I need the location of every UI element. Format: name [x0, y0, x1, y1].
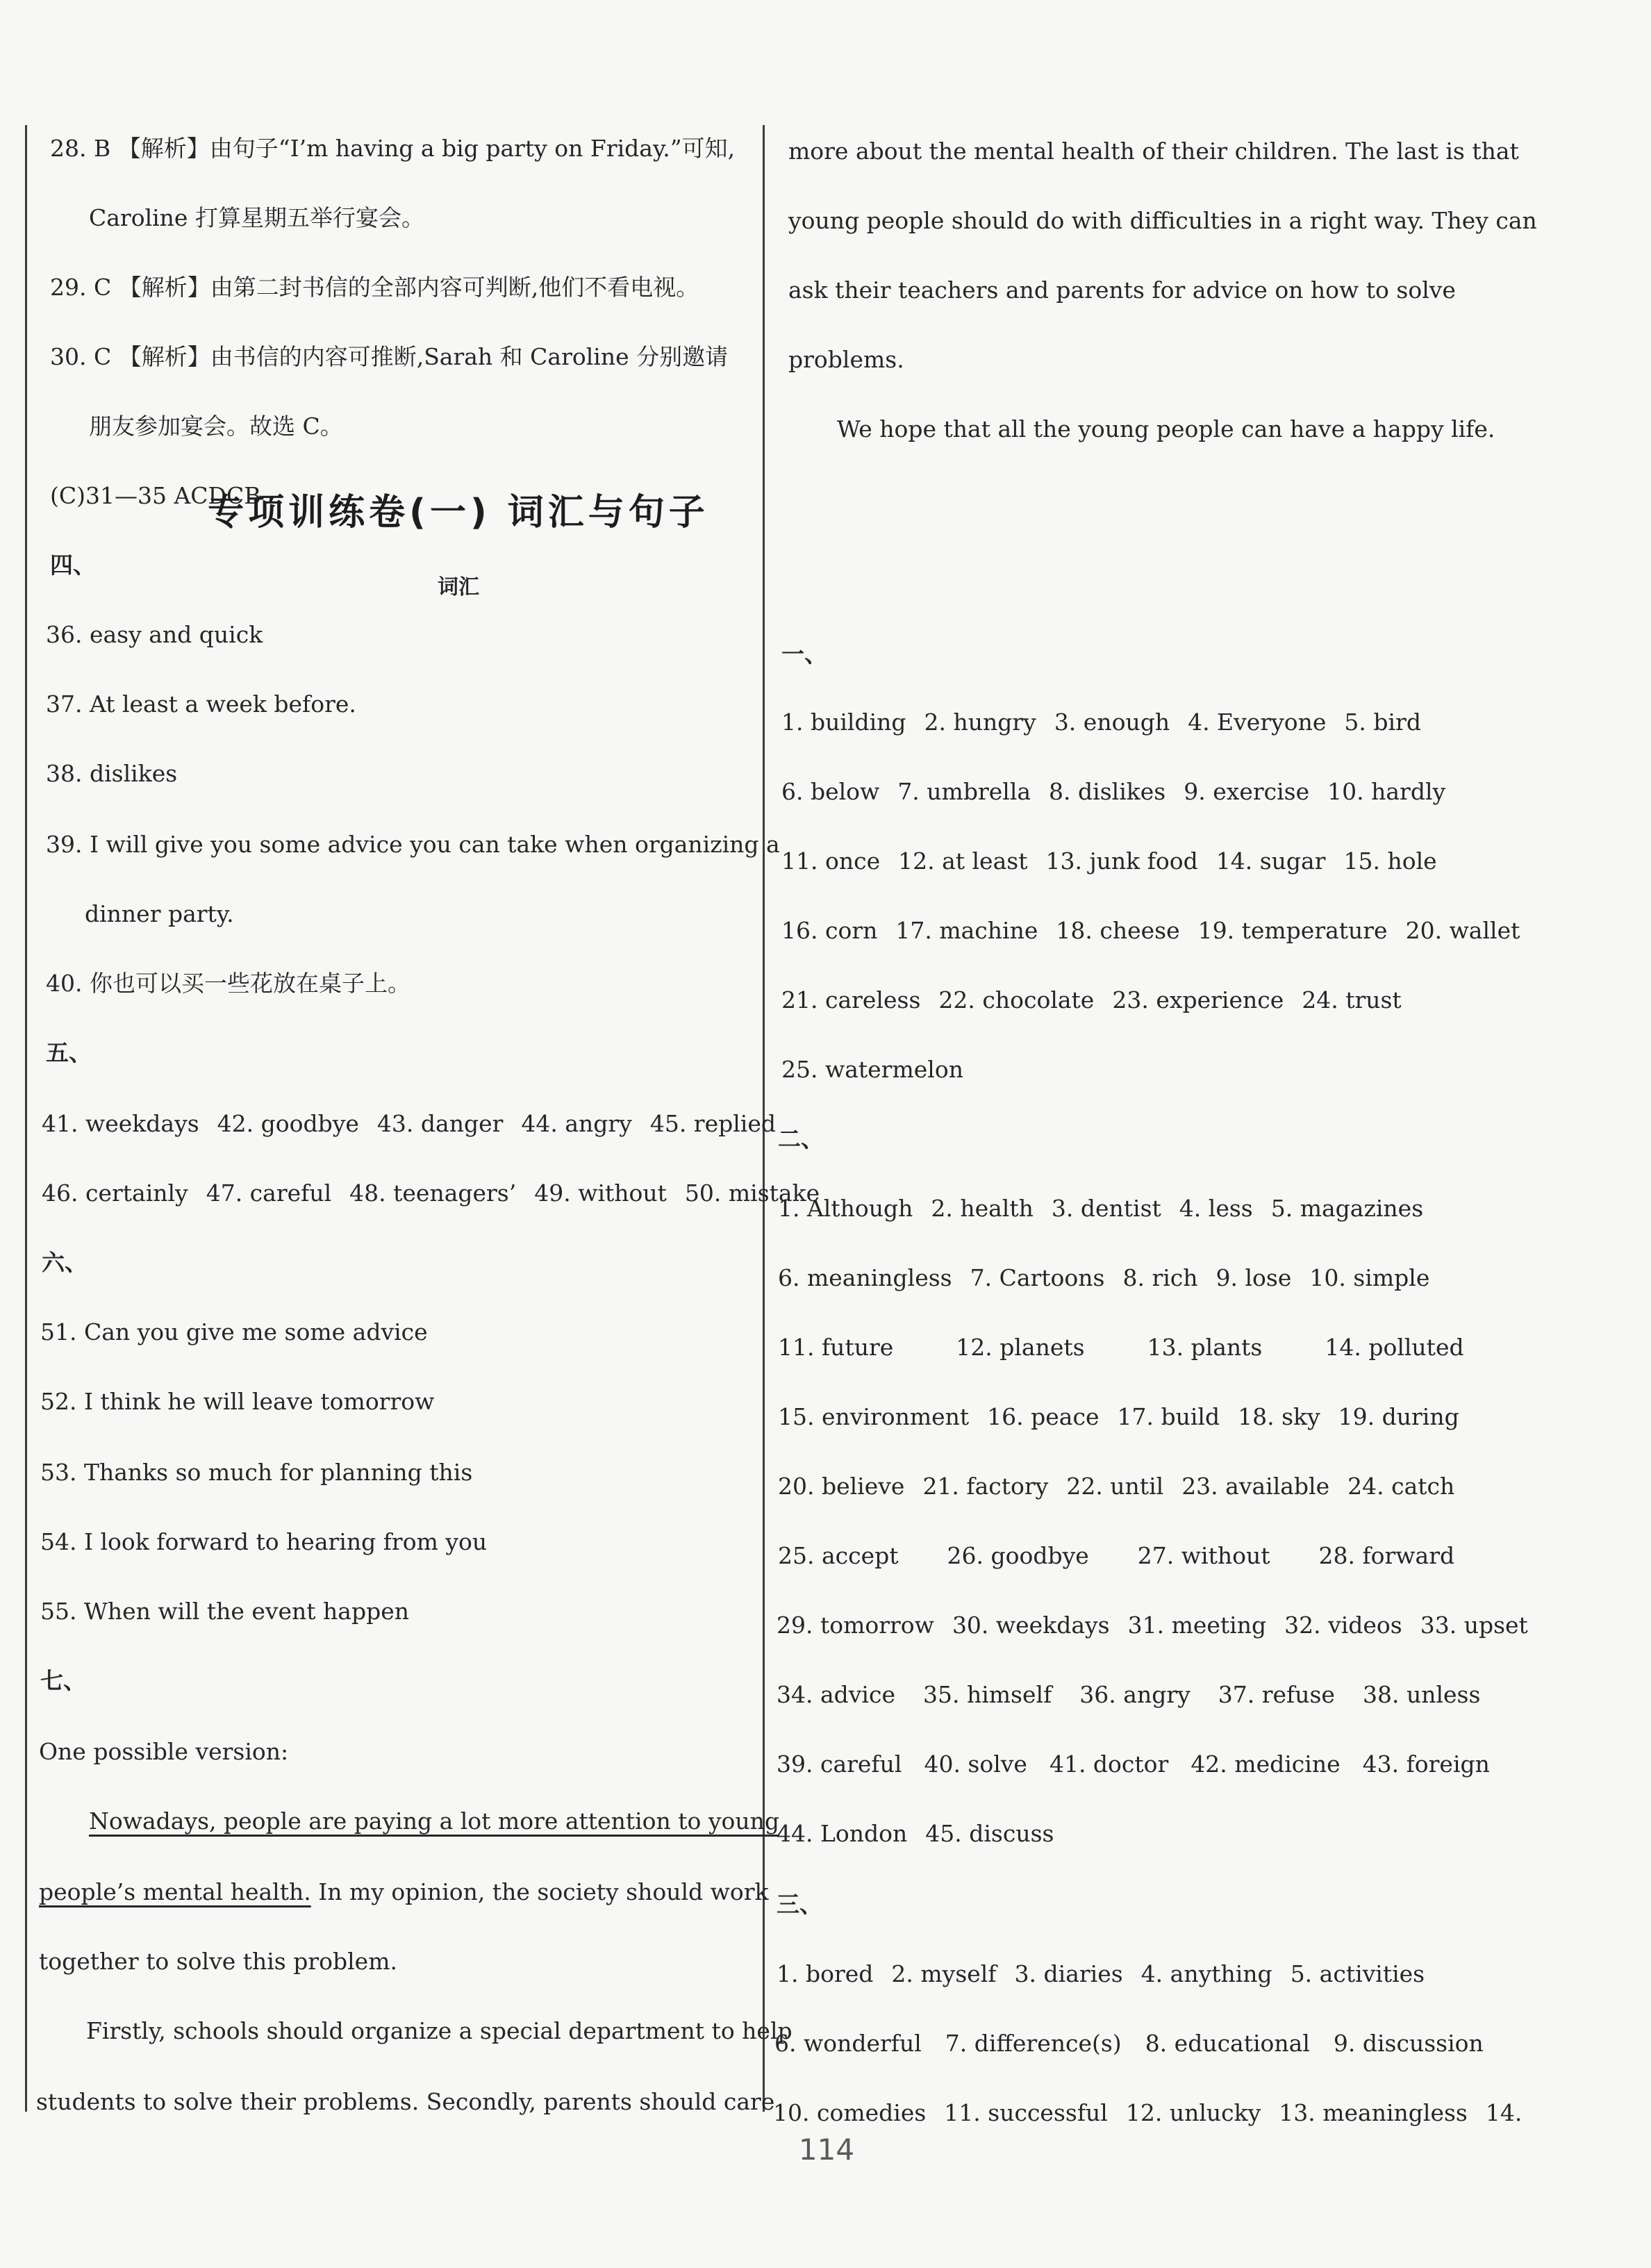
p2-26: 26. goodbye — [947, 1542, 1089, 1569]
vocab-18: 18. cheese — [1056, 917, 1180, 944]
answer-49: 49. without — [534, 1179, 667, 1207]
p2-43: 43. foreign — [1362, 1750, 1490, 1778]
p2-16: 16. peace — [987, 1403, 1100, 1430]
p2-35: 35. himself — [922, 1681, 1052, 1708]
essay-line-4: Firstly, schools should organize a special department to help — [86, 2017, 793, 2044]
answer-55: 55. When will the event happen — [40, 1598, 410, 1625]
left-margin-rule — [25, 125, 27, 2112]
essay-line-1 — [89, 1806, 779, 1837]
p2-34: 34. advice — [777, 1681, 895, 1708]
p3-4: 4. anything — [1140, 1960, 1272, 1987]
p2-20: 20. believe — [778, 1473, 905, 1500]
p2-40: 40. solve — [924, 1750, 1027, 1778]
essay-line-5: students to solve their problems. Secondly, parents should care — [36, 2088, 775, 2115]
answer-42: 42. goodbye — [217, 1110, 359, 1137]
answer-28-cont: Caroline 打算星期五举行宴会。 — [89, 204, 424, 231]
p2-24: 24. catch — [1347, 1473, 1455, 1500]
section-6-heading: 六、 — [42, 1249, 88, 1276]
answer-52: 52. I think he will leave tomorrow — [40, 1388, 435, 1415]
p3-13: 13. meaningless — [1279, 2099, 1468, 2126]
section-title: 专项训练卷(一) 词汇与句子 — [208, 492, 709, 533]
part2-row-8 — [777, 1680, 1480, 1710]
p2-42: 42. medicine — [1190, 1750, 1341, 1778]
section-5-heading: 五、 — [46, 1039, 92, 1066]
answer-39-cont: dinner party. — [85, 900, 234, 927]
answers-46-50 — [42, 1178, 820, 1209]
p3-10: 10. comedies — [773, 2099, 927, 2126]
p2-21: 21. factory — [922, 1473, 1049, 1500]
part2-row-7 — [777, 1610, 1528, 1641]
page-number: 114 — [798, 2133, 855, 2167]
p2-31: 31. meeting — [1127, 1612, 1267, 1639]
vocab-23: 23. experience — [1112, 986, 1284, 1013]
p3-7: 7. difference(s) — [945, 2030, 1122, 2057]
essay-line-3: together to solve this problem. — [39, 1948, 397, 1975]
part3-row-1 — [777, 1959, 1425, 1989]
part2-row-4 — [778, 1402, 1459, 1432]
vocab-7: 7. umbrella — [897, 778, 1031, 805]
p3-9: 9. discussion — [1333, 2030, 1484, 2057]
p2-8: 8. rich — [1122, 1264, 1198, 1291]
p2-11: 11. future — [778, 1334, 894, 1361]
p2-36: 36. angry — [1079, 1681, 1190, 1708]
p3-1: 1. bored — [777, 1960, 874, 1987]
answer-51: 51. Can you give me some advice — [40, 1318, 428, 1346]
p3-5: 5. activities — [1290, 1960, 1425, 1987]
vocab-row-1 — [781, 707, 1421, 738]
vocab-row-4 — [781, 916, 1520, 946]
answer-37: 37. At least a week before. — [46, 690, 356, 718]
p2-5: 5. magazines — [1270, 1195, 1424, 1222]
p2-4: 4. less — [1179, 1195, 1253, 1222]
p2-28: 28. forward — [1318, 1542, 1455, 1569]
section-subtitle: 词汇 — [438, 575, 479, 599]
vocab-3: 3. enough — [1054, 709, 1170, 736]
essay-underlined-2: people’s mental health. — [39, 1878, 311, 1905]
answer-28: 28. B 【解析】由句子“I’m having a big party on Friday.”可知, — [50, 135, 736, 162]
answer-29: 29. C 【解析】由第二封书信的全部内容可判断,他们不看电视。 — [50, 274, 699, 301]
answers-41-45 — [42, 1109, 776, 1139]
p3-11: 11. successful — [944, 2099, 1108, 2126]
answer-30: 30. C 【解析】由书信的内容可推断,Sarah 和 Caroline 分别邀请 — [50, 343, 729, 370]
part2-row-10 — [777, 1819, 1054, 1849]
essay-line-6: more about the mental health of their children. The last is that — [788, 138, 1519, 165]
p2-44: 44. London — [777, 1820, 908, 1847]
answer-40: 40. 你也可以买一些花放在桌子上。 — [46, 970, 410, 997]
section-4-heading: 四、 — [50, 552, 96, 579]
vocab-row-3 — [781, 846, 1437, 877]
p2-3: 3. dentist — [1051, 1195, 1161, 1222]
vocab-13: 13. junk food — [1045, 847, 1198, 875]
answer-38: 38. dislikes — [46, 760, 178, 787]
vocab-10: 10. hardly — [1327, 778, 1446, 805]
vocab-row-5 — [781, 985, 1402, 1016]
essay-line-2-rest: In my opinion, the society should work — [318, 1878, 769, 1905]
p3-3: 3. diaries — [1014, 1960, 1123, 1987]
part-2-heading: 二、 — [778, 1125, 824, 1152]
p2-33: 33. upset — [1420, 1612, 1528, 1639]
essay-line-10: We hope that all the young people can have a happy life. — [837, 415, 1495, 442]
answer-41: 41. weekdays — [42, 1110, 199, 1137]
vocab-4: 4. Everyone — [1188, 709, 1327, 736]
answer-50: 50. mistake — [684, 1179, 820, 1207]
part-3-heading: 三、 — [777, 1891, 822, 1918]
p2-32: 32. videos — [1284, 1612, 1402, 1639]
vocab-15: 15. hole — [1343, 847, 1437, 875]
vocab-row-2 — [781, 777, 1445, 807]
p2-38: 38. unless — [1362, 1681, 1481, 1708]
p2-10: 10. simple — [1309, 1264, 1430, 1291]
part3-row-2 — [774, 2028, 1484, 2059]
answer-43: 43. danger — [376, 1110, 504, 1137]
p2-19: 19. during — [1338, 1403, 1459, 1430]
p2-22: 22. until — [1066, 1473, 1164, 1500]
vocab-24: 24. trust — [1302, 986, 1402, 1013]
vocab-11: 11. once — [781, 847, 881, 875]
p2-2: 2. health — [931, 1195, 1034, 1222]
vocab-9: 9. exercise — [1184, 778, 1310, 805]
vocab-25: 25. watermelon — [781, 1056, 963, 1083]
essay-underlined-1: Nowadays, people are paying a lot more attention to young — [89, 1807, 780, 1835]
answer-54: 54. I look forward to hearing from you — [40, 1528, 488, 1555]
p2-29: 29. tomorrow — [777, 1612, 934, 1639]
vocab-22: 22. chocolate — [938, 986, 1095, 1013]
p3-14: 14. — [1485, 2099, 1523, 2126]
answer-53: 53. Thanks so much for planning this — [40, 1459, 473, 1486]
vocab-14: 14. sugar — [1216, 847, 1326, 875]
p3-6: 6. wonderful — [774, 2030, 922, 2057]
vocab-5: 5. bird — [1344, 709, 1421, 736]
p2-39: 39. careful — [777, 1750, 902, 1778]
p2-15: 15. environment — [778, 1403, 970, 1430]
part2-row-5 — [778, 1471, 1454, 1502]
p2-17: 17. build — [1117, 1403, 1220, 1430]
vocab-2: 2. hungry — [924, 709, 1036, 736]
p2-12: 12. planets — [956, 1334, 1085, 1361]
p3-2: 2. myself — [891, 1960, 997, 1987]
essay-line-8: ask their teachers and parents for advice on how to solve — [788, 276, 1456, 304]
answer-46: 46. certainly — [42, 1179, 188, 1207]
p2-30: 30. weekdays — [952, 1612, 1110, 1639]
vocab-21: 21. careless — [781, 986, 921, 1013]
answer-45: 45. replied — [649, 1110, 776, 1137]
p2-23: 23. available — [1181, 1473, 1330, 1500]
p2-45: 45. discuss — [925, 1820, 1054, 1847]
p2-27: 27. without — [1137, 1542, 1270, 1569]
p2-6: 6. meaningless — [778, 1264, 952, 1291]
p2-7: 7. Cartoons — [970, 1264, 1105, 1291]
answer-30-cont: 朋友参加宴会。故选 C。 — [89, 413, 343, 440]
vocab-8: 8. dislikes — [1049, 778, 1166, 805]
p3-8: 8. educational — [1145, 2030, 1310, 2057]
essay-line-2 — [39, 1877, 769, 1907]
part2-row-3 — [778, 1332, 1464, 1363]
p2-18: 18. sky — [1238, 1403, 1320, 1430]
section-7-heading: 七、 — [40, 1667, 86, 1694]
answer-36: 36. easy and quick — [46, 621, 263, 648]
part-1-heading: 一、 — [781, 640, 827, 668]
p2-14: 14. polluted — [1325, 1334, 1464, 1361]
answer-39: 39. I will give you some advice you can take when organizing a — [46, 831, 780, 858]
answer-48: 48. teenagers’ — [349, 1179, 517, 1207]
vocab-16: 16. corn — [781, 917, 878, 944]
p3-12: 12. unlucky — [1125, 2099, 1261, 2126]
vocab-20: 20. wallet — [1405, 917, 1520, 944]
p2-37: 37. refuse — [1218, 1681, 1335, 1708]
vocab-19: 19. temperature — [1197, 917, 1388, 944]
p2-41: 41. doctor — [1049, 1750, 1169, 1778]
part2-row-2 — [778, 1263, 1429, 1293]
p2-9: 9. lose — [1216, 1264, 1292, 1291]
part2-row-1 — [778, 1193, 1423, 1224]
vocab-12: 12. at least — [898, 847, 1028, 875]
part3-row-3 — [773, 2098, 1522, 2128]
vocab-6: 6. below — [781, 778, 880, 805]
p2-13: 13. plants — [1147, 1334, 1263, 1361]
p2-25: 25. accept — [778, 1542, 899, 1569]
vocab-1: 1. building — [781, 709, 906, 736]
answer-44: 44. angry — [521, 1110, 632, 1137]
answer-31-35: (C)31—35 ACDCB — [50, 482, 261, 509]
essay-intro: One possible version: — [39, 1738, 289, 1765]
essay-line-7: young people should do with difficulties in a right way. They can — [788, 207, 1537, 234]
essay-line-9: problems. — [788, 346, 904, 373]
answer-47: 47. careful — [206, 1179, 332, 1207]
vocab-17: 17. machine — [895, 917, 1038, 944]
part2-row-9 — [777, 1749, 1490, 1780]
part2-row-6 — [778, 1541, 1454, 1571]
p2-1: 1. Although — [778, 1195, 913, 1222]
